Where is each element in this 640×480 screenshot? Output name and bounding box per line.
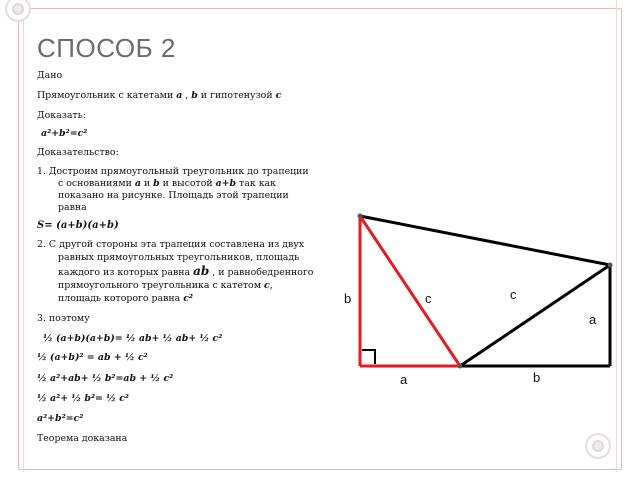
given-label: Дано — [37, 70, 63, 81]
right-angle-marker — [362, 350, 375, 364]
label-a-right: a — [589, 312, 597, 327]
equation-2: ½ (a+b)² = ab + ½ c² — [37, 352, 148, 363]
vertex-point — [358, 214, 363, 219]
step2-line1: 2. С другой стороны эта трапеция составлена из двух — [37, 239, 305, 250]
conclusion: Теорема доказана — [37, 433, 128, 444]
step1-text: так как — [239, 178, 277, 189]
area-formula: S= (a+b)(a+b) — [37, 220, 119, 231]
step2-text: площадь которого равна — [58, 293, 184, 304]
given-part: Прямоугольник с катетами — [37, 90, 177, 101]
given-var-b: b — [191, 90, 198, 101]
prove-formula: a²+b²=c² — [41, 128, 88, 139]
label-a-bottom: a — [400, 372, 408, 387]
step2-var-c2: c² — [183, 293, 194, 304]
proof-label: Доказательство: — [37, 147, 119, 158]
slide-title: СПОСОБ 2 — [37, 33, 176, 63]
label-b-left: b — [344, 291, 352, 306]
step1-text: и высотой — [159, 178, 216, 189]
equation-3: ½ a²+ab+ ½ b²=ab + ½ c² — [37, 373, 174, 384]
prove-label: Доказать: — [37, 110, 86, 121]
vertex-point — [458, 364, 463, 369]
vertex-point — [608, 263, 613, 268]
step1-text: с основаниями — [58, 178, 135, 189]
step1-line4: равна — [58, 202, 87, 213]
given-var-c: c — [275, 90, 282, 101]
step2-text: , — [269, 280, 273, 291]
given-part: и гипотенузой — [197, 90, 276, 101]
step3-label: 3. поэтому — [37, 313, 90, 324]
label-c-left: c — [425, 291, 432, 306]
equation-1: ½ (a+b)(a+b)= ½ ab+ ½ ab+ ½ c² — [43, 333, 223, 344]
given-var-a: a — [176, 90, 183, 101]
step2-var-c: c — [263, 280, 270, 291]
step1-line1: 1. Достроим прямоугольный треугольник до трапеции — [37, 166, 309, 177]
step2-line2: равных прямоугольных треугольников, площадь — [58, 252, 300, 263]
step1-line3: показано на рисунке. Площадь этой трапеции — [58, 190, 289, 201]
step2-text: прямоугольного треугольника с катетом — [58, 280, 264, 291]
label-c-right: c — [510, 287, 517, 302]
step1-var-ab: a+b — [215, 178, 237, 189]
label-b-bottom: b — [533, 370, 541, 385]
step2-text: , и равнобедренного — [209, 267, 314, 278]
step1-text: и — [140, 178, 154, 189]
given-part: , — [182, 90, 192, 101]
hypotenuse-left — [360, 216, 460, 366]
trapezoid-top-side — [360, 216, 610, 265]
equation-5: a²+b²=c² — [37, 413, 84, 424]
step1-var-b: b — [153, 178, 160, 189]
step2-text: каждого из которых равна — [58, 267, 194, 278]
hypotenuse-right — [460, 265, 610, 366]
step1-var-a: a — [134, 178, 141, 189]
equation-4: ½ a²+ ½ b²= ½ c² — [37, 393, 130, 404]
step2-var-ab: ab — [193, 264, 210, 278]
